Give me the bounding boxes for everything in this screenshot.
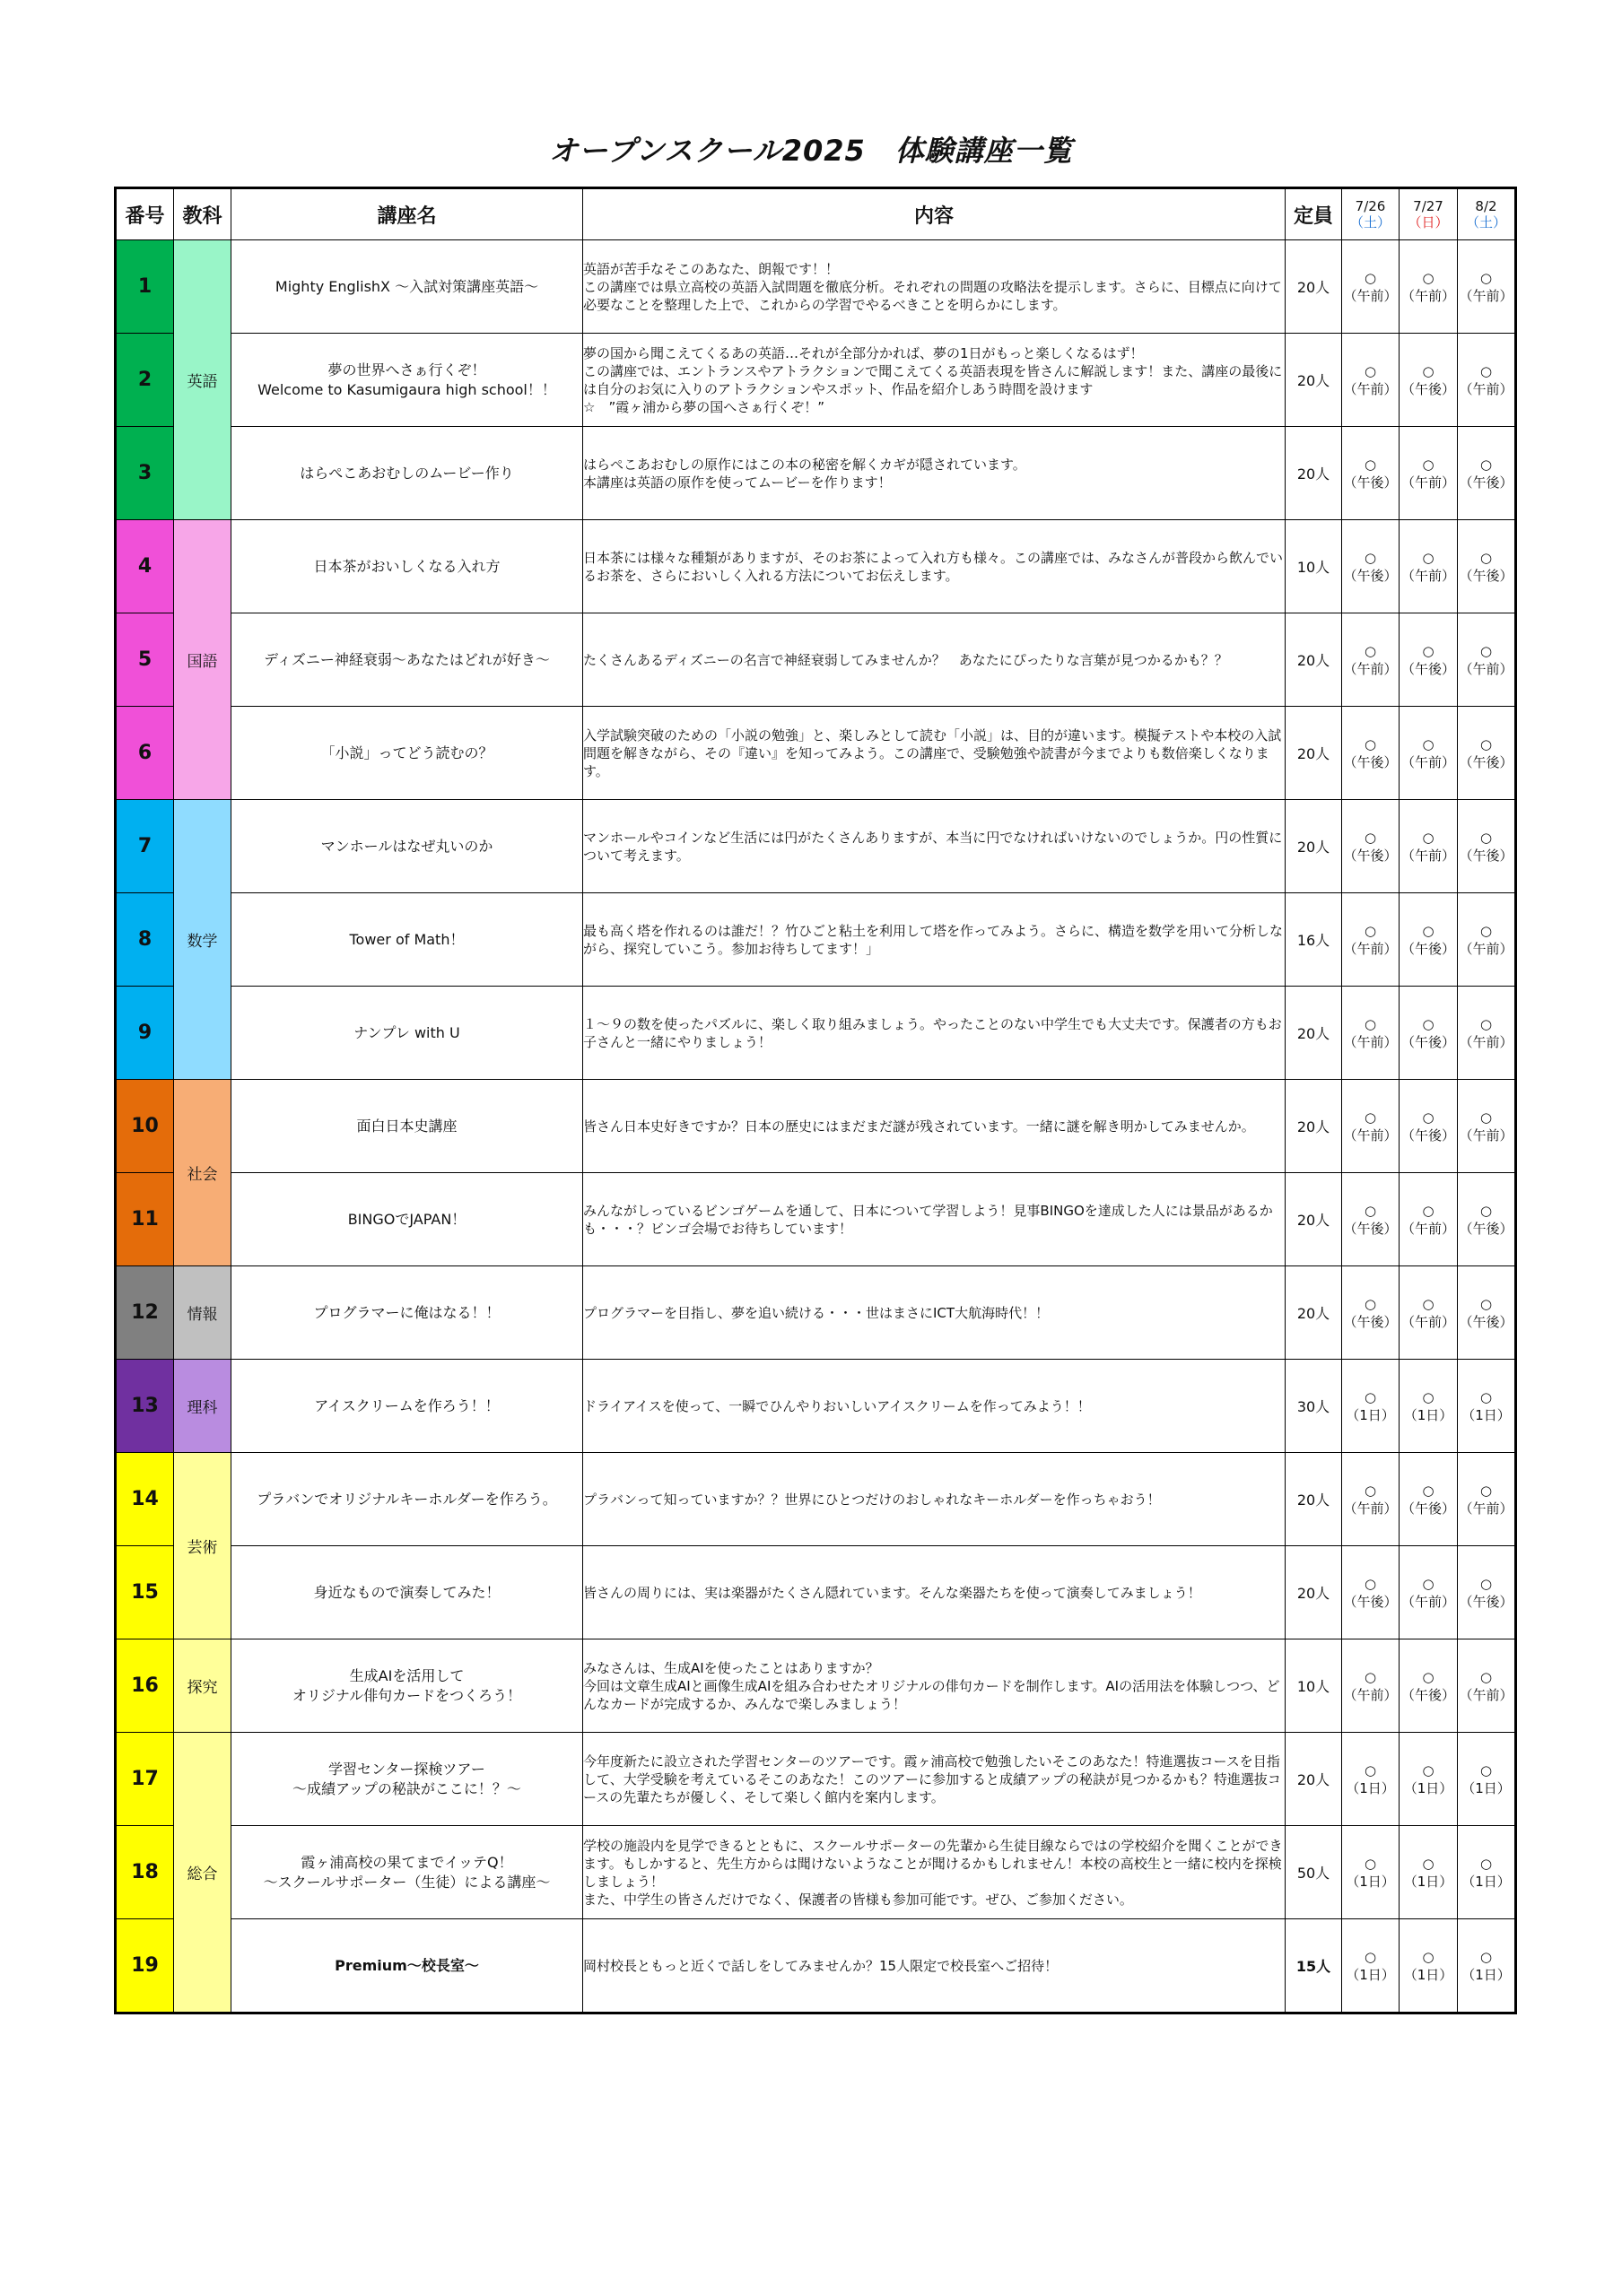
course-name: ディズニー神経衰弱〜あなたはどれが好き〜 bbox=[231, 613, 583, 707]
session-slot bbox=[1342, 1173, 1400, 1266]
session-slot bbox=[1400, 893, 1458, 987]
session-time: （午後） bbox=[1343, 567, 1398, 584]
header-date-2 bbox=[1400, 188, 1458, 240]
session-time: （午後） bbox=[1459, 1593, 1513, 1610]
course-name: 面白日本史講座 bbox=[231, 1080, 583, 1173]
session-time: （午後） bbox=[1343, 1313, 1398, 1330]
session-time: （午後） bbox=[1343, 474, 1398, 491]
course-number: 3 bbox=[116, 427, 174, 520]
course-capacity: 20人 bbox=[1286, 1266, 1342, 1360]
course-capacity: 15人 bbox=[1286, 1919, 1342, 2013]
course-table bbox=[114, 187, 1517, 2014]
available-mark: ○ bbox=[1479, 1295, 1493, 1312]
available-mark: ○ bbox=[1479, 922, 1493, 939]
available-mark: ○ bbox=[1364, 1575, 1377, 1592]
course-row bbox=[116, 1080, 1516, 1173]
session-slot bbox=[1458, 1080, 1516, 1173]
available-mark: ○ bbox=[1364, 1388, 1377, 1405]
course-content: 学校の施設内を見学できるとともに、スクールサポーターの先輩から生徒目線ならではの学校紹介を聞くことができます。もしかすると、先生方からは聞けないようなことが聞けるかもしれません！本校の高校生と一緒に校内を探検しましょう！ また、中学生の皆さんだけでなく、保護者の皆様も参加可能です。ぜひ、ご参加ください。 bbox=[583, 1826, 1286, 1919]
available-mark: ○ bbox=[1422, 1388, 1435, 1405]
header-capacity: 定員 bbox=[1286, 188, 1342, 240]
course-content: はらぺこあおむしの原作にはこの本の秘密を解くカギが隠されています。 本講座は英語の原作を使ってムービーを作ります！ bbox=[583, 427, 1286, 520]
course-row bbox=[116, 1360, 1516, 1453]
available-mark: ○ bbox=[1364, 1761, 1377, 1779]
course-number: 2 bbox=[116, 334, 174, 427]
available-mark: ○ bbox=[1422, 1948, 1435, 1965]
session-slot bbox=[1400, 520, 1458, 613]
course-capacity: 20人 bbox=[1286, 1546, 1342, 1639]
session-slot bbox=[1342, 1639, 1400, 1733]
dow-label: （日） bbox=[1408, 214, 1449, 230]
session-time: （午前） bbox=[1459, 1500, 1513, 1517]
course-row bbox=[116, 427, 1516, 520]
session-slot bbox=[1458, 1919, 1516, 2013]
session-slot bbox=[1342, 1453, 1400, 1546]
available-mark: ○ bbox=[1479, 642, 1493, 659]
course-name: プログラマーに俺はなる！！ bbox=[231, 1266, 583, 1360]
session-time: （午後） bbox=[1459, 847, 1513, 864]
session-time: （午前） bbox=[1459, 1686, 1513, 1703]
date-label: 7/26 bbox=[1355, 198, 1386, 214]
session-time: （1日） bbox=[1403, 1406, 1453, 1423]
available-mark: ○ bbox=[1479, 1015, 1493, 1032]
session-slot bbox=[1458, 1453, 1516, 1546]
course-name: アイスクリームを作ろう！！ bbox=[231, 1360, 583, 1453]
course-row bbox=[116, 1453, 1516, 1546]
session-time: （1日） bbox=[1461, 1873, 1511, 1890]
subject-cell: 総合 bbox=[174, 1733, 231, 2013]
course-content: 入学試験突破のための「小説の勉強」と、楽しみとして読む「小説」は、目的が違います。模擬テストや本校の入試問題を解きながら、その『違い』を知ってみよう。この講座で、受験勉強や読書が今までよりも数倍楽しくなります。 bbox=[583, 707, 1286, 800]
course-row bbox=[116, 1173, 1516, 1266]
available-mark: ○ bbox=[1422, 362, 1435, 379]
session-time: （午後） bbox=[1400, 1126, 1455, 1144]
session-time: （1日） bbox=[1346, 1406, 1395, 1423]
available-mark: ○ bbox=[1364, 1855, 1377, 1872]
session-slot bbox=[1400, 1453, 1458, 1546]
session-slot bbox=[1400, 613, 1458, 707]
course-row bbox=[116, 520, 1516, 613]
available-mark: ○ bbox=[1364, 735, 1377, 752]
session-slot bbox=[1458, 240, 1516, 334]
session-time: （午後） bbox=[1400, 940, 1455, 957]
session-time: （午後） bbox=[1459, 474, 1513, 491]
course-name: 夢の世界へさぁ行くぞ！ Welcome to Kasumigaura high school！！ bbox=[231, 334, 583, 427]
session-time: （1日） bbox=[1346, 1873, 1395, 1890]
session-time: （1日） bbox=[1346, 1966, 1395, 1983]
header-date-1 bbox=[1342, 188, 1400, 240]
course-name: 学習センター探検ツアー 〜成績アップの秘訣がここに！？〜 bbox=[231, 1733, 583, 1826]
course-name: Tower of Math！ bbox=[231, 893, 583, 987]
session-time: （1日） bbox=[1461, 1779, 1511, 1796]
course-name: 身近なもので演奏してみた！ bbox=[231, 1546, 583, 1639]
session-slot bbox=[1458, 520, 1516, 613]
session-slot bbox=[1400, 1733, 1458, 1826]
available-mark: ○ bbox=[1479, 1482, 1493, 1499]
session-time: （午前） bbox=[1459, 1033, 1513, 1050]
session-slot bbox=[1458, 1546, 1516, 1639]
course-number: 8 bbox=[116, 893, 174, 987]
available-mark: ○ bbox=[1479, 1109, 1493, 1126]
session-time: （午前） bbox=[1459, 380, 1513, 397]
available-mark: ○ bbox=[1364, 362, 1377, 379]
session-slot bbox=[1458, 427, 1516, 520]
course-name: Mighty EnglishX 〜入試対策講座英語〜 bbox=[231, 240, 583, 334]
available-mark: ○ bbox=[1364, 1668, 1377, 1685]
course-capacity: 16人 bbox=[1286, 893, 1342, 987]
session-time: （1日） bbox=[1461, 1406, 1511, 1423]
date-label: 7/27 bbox=[1413, 198, 1443, 214]
session-slot bbox=[1400, 707, 1458, 800]
session-slot bbox=[1342, 1266, 1400, 1360]
session-time: （午後） bbox=[1343, 1593, 1398, 1610]
course-number: 19 bbox=[116, 1919, 174, 2013]
session-slot bbox=[1458, 1266, 1516, 1360]
session-slot bbox=[1342, 1546, 1400, 1639]
available-mark: ○ bbox=[1422, 1668, 1435, 1685]
session-time: （午後） bbox=[1459, 1313, 1513, 1330]
course-capacity: 20人 bbox=[1286, 707, 1342, 800]
course-row bbox=[116, 707, 1516, 800]
session-time: （1日） bbox=[1403, 1779, 1453, 1796]
subject-cell: 数学 bbox=[174, 800, 231, 1080]
session-time: （午後） bbox=[1400, 1686, 1455, 1703]
available-mark: ○ bbox=[1479, 362, 1493, 379]
available-mark: ○ bbox=[1479, 549, 1493, 566]
session-slot bbox=[1342, 1919, 1400, 2013]
subject-cell: 社会 bbox=[174, 1080, 231, 1266]
session-slot bbox=[1342, 240, 1400, 334]
course-number: 11 bbox=[116, 1173, 174, 1266]
course-number: 9 bbox=[116, 987, 174, 1080]
available-mark: ○ bbox=[1479, 735, 1493, 752]
course-number: 15 bbox=[116, 1546, 174, 1639]
session-time: （午前） bbox=[1343, 940, 1398, 957]
available-mark: ○ bbox=[1364, 1482, 1377, 1499]
page-title: オープンスクール2025 体験講座一覧 bbox=[549, 134, 1073, 168]
session-time: （午前） bbox=[1343, 287, 1398, 304]
course-row bbox=[116, 613, 1516, 707]
session-slot bbox=[1458, 987, 1516, 1080]
session-time: （午後） bbox=[1400, 1500, 1455, 1517]
session-slot bbox=[1400, 240, 1458, 334]
course-capacity: 20人 bbox=[1286, 1173, 1342, 1266]
course-number: 6 bbox=[116, 707, 174, 800]
session-slot bbox=[1342, 1360, 1400, 1453]
session-slot bbox=[1342, 613, 1400, 707]
course-row bbox=[116, 1639, 1516, 1733]
course-name: ナンプレ with U bbox=[231, 987, 583, 1080]
session-slot bbox=[1342, 1826, 1400, 1919]
course-row bbox=[116, 1826, 1516, 1919]
session-time: （午前） bbox=[1400, 753, 1455, 770]
session-time: （午後） bbox=[1400, 1033, 1455, 1050]
course-row bbox=[116, 334, 1516, 427]
session-slot bbox=[1342, 1080, 1400, 1173]
session-slot bbox=[1458, 1173, 1516, 1266]
header-row bbox=[116, 188, 1516, 240]
course-capacity: 20人 bbox=[1286, 987, 1342, 1080]
available-mark: ○ bbox=[1422, 642, 1435, 659]
available-mark: ○ bbox=[1422, 1761, 1435, 1779]
subject-cell: 芸術 bbox=[174, 1453, 231, 1639]
course-capacity: 30人 bbox=[1286, 1360, 1342, 1453]
course-capacity: 50人 bbox=[1286, 1826, 1342, 1919]
course-row bbox=[116, 1733, 1516, 1826]
available-mark: ○ bbox=[1422, 1575, 1435, 1592]
course-name: Premium〜校長室〜 bbox=[231, 1919, 583, 2013]
session-slot bbox=[1458, 613, 1516, 707]
available-mark: ○ bbox=[1479, 829, 1493, 846]
session-slot bbox=[1400, 1919, 1458, 2013]
course-name: はらぺこあおむしのムービー作り bbox=[231, 427, 583, 520]
course-row bbox=[116, 1919, 1516, 2013]
session-slot bbox=[1342, 893, 1400, 987]
course-content: 夢の国から聞こえてくるあの英語…それが全部分かれば、夢の1日がもっと楽しくなるはず！ この講座では、エントランスやアトラクションで聞こえてくる英語表現を皆さんに解説します！また、講座の最後には自分のお気に入りのアトラクションやスポット、作品を紹介しあう時間を設けます ☆ ”霞ヶ浦から夢の国へさぁ行くぞ！” bbox=[583, 334, 1286, 427]
course-number: 5 bbox=[116, 613, 174, 707]
course-content: たくさんあるディズニーの名言で神経衰弱してみませんか？ あなたにぴったりな言葉が見つかるかも？？ bbox=[583, 613, 1286, 707]
session-slot bbox=[1400, 1826, 1458, 1919]
available-mark: ○ bbox=[1422, 922, 1435, 939]
course-content: 皆さん日本史好きですか？日本の歴史にはまだまだ謎が残されています。一緒に謎を解き明かしてみませんか。 bbox=[583, 1080, 1286, 1173]
available-mark: ○ bbox=[1479, 1388, 1493, 1405]
session-time: （午後） bbox=[1400, 380, 1455, 397]
session-time: （午前） bbox=[1400, 474, 1455, 491]
course-capacity: 20人 bbox=[1286, 800, 1342, 893]
date-label: 8/2 bbox=[1475, 198, 1497, 214]
available-mark: ○ bbox=[1479, 1948, 1493, 1965]
session-slot bbox=[1458, 1733, 1516, 1826]
course-capacity: 20人 bbox=[1286, 613, 1342, 707]
session-slot bbox=[1400, 1173, 1458, 1266]
session-slot bbox=[1458, 707, 1516, 800]
available-mark: ○ bbox=[1364, 1202, 1377, 1219]
subject-cell: 国語 bbox=[174, 520, 231, 800]
course-row bbox=[116, 1546, 1516, 1639]
course-content: 英語が苦手なそこのあなた、朗報です！！ この講座では県立高校の英語入試問題を徹底分析。それぞれの問題の攻略法を提示します。さらに、目標点に向けて必要なことを整理した上で、これからの学習でやるべきことを明らかにします。 bbox=[583, 240, 1286, 334]
course-capacity: 20人 bbox=[1286, 334, 1342, 427]
course-number: 12 bbox=[116, 1266, 174, 1360]
session-time: （午後） bbox=[1343, 753, 1398, 770]
course-number: 18 bbox=[116, 1826, 174, 1919]
session-slot bbox=[1342, 707, 1400, 800]
session-slot bbox=[1400, 987, 1458, 1080]
course-capacity: 10人 bbox=[1286, 1639, 1342, 1733]
session-time: （午前） bbox=[1343, 380, 1398, 397]
dow-label: （土） bbox=[1465, 214, 1506, 230]
available-mark: ○ bbox=[1364, 456, 1377, 473]
available-mark: ○ bbox=[1479, 456, 1493, 473]
course-row bbox=[116, 1266, 1516, 1360]
course-capacity: 20人 bbox=[1286, 427, 1342, 520]
course-capacity: 20人 bbox=[1286, 1453, 1342, 1546]
session-time: （午前） bbox=[1459, 1126, 1513, 1144]
session-slot bbox=[1458, 334, 1516, 427]
course-name: 生成AIを活用して オリジナル俳句カードをつくろう！ bbox=[231, 1639, 583, 1733]
course-content: 皆さんの周りには、実は楽器がたくさん隠れています。そんな楽器たちを使って演奏してみましょう！ bbox=[583, 1546, 1286, 1639]
course-number: 10 bbox=[116, 1080, 174, 1173]
course-content: ドライアイスを使って、一瞬でひんやりおいしいアイスクリームを作ってみよう！！ bbox=[583, 1360, 1286, 1453]
session-slot bbox=[1342, 334, 1400, 427]
available-mark: ○ bbox=[1364, 922, 1377, 939]
session-time: （午前） bbox=[1400, 287, 1455, 304]
session-slot bbox=[1400, 334, 1458, 427]
session-slot bbox=[1342, 1733, 1400, 1826]
available-mark: ○ bbox=[1479, 1761, 1493, 1779]
course-name: BINGOでJAPAN！ bbox=[231, 1173, 583, 1266]
header-content: 内容 bbox=[583, 188, 1286, 240]
course-name: プラバンでオリジナルキーホルダーを作ろう。 bbox=[231, 1453, 583, 1546]
available-mark: ○ bbox=[1364, 829, 1377, 846]
session-time: （1日） bbox=[1403, 1966, 1453, 1983]
session-time: （午前） bbox=[1400, 1313, 1455, 1330]
available-mark: ○ bbox=[1422, 735, 1435, 752]
available-mark: ○ bbox=[1364, 1948, 1377, 1965]
course-content: プログラマーを目指し、夢を追い続ける・・・世はまさにICT大航海時代！！ bbox=[583, 1266, 1286, 1360]
available-mark: ○ bbox=[1479, 1575, 1493, 1592]
available-mark: ○ bbox=[1364, 1295, 1377, 1312]
course-number: 7 bbox=[116, 800, 174, 893]
available-mark: ○ bbox=[1364, 269, 1377, 286]
course-capacity: 20人 bbox=[1286, 1080, 1342, 1173]
course-content: プラバンって知っていますか？？世界にひとつだけのおしゃれなキーホルダーを作っちゃおう！ bbox=[583, 1453, 1286, 1546]
session-time: （1日） bbox=[1403, 1873, 1453, 1890]
session-time: （午前） bbox=[1459, 940, 1513, 957]
session-time: （午前） bbox=[1400, 567, 1455, 584]
session-time: （午後） bbox=[1400, 660, 1455, 677]
course-content: みんながしっているビンゴゲームを通して、日本について学習しよう！見事BINGOを達成した人には景品があるかも・・・？ビンゴ会場でお待ちしています！ bbox=[583, 1173, 1286, 1266]
course-row bbox=[116, 893, 1516, 987]
session-time: （午前） bbox=[1459, 660, 1513, 677]
session-time: （午前） bbox=[1343, 1126, 1398, 1144]
session-time: （午後） bbox=[1459, 567, 1513, 584]
session-time: （午後） bbox=[1459, 753, 1513, 770]
available-mark: ○ bbox=[1422, 1295, 1435, 1312]
header-subject: 教科 bbox=[174, 188, 231, 240]
course-capacity: 20人 bbox=[1286, 1733, 1342, 1826]
course-row bbox=[116, 240, 1516, 334]
session-time: （午後） bbox=[1343, 1220, 1398, 1237]
available-mark: ○ bbox=[1422, 549, 1435, 566]
course-name: 「小説」ってどう読むの？ bbox=[231, 707, 583, 800]
available-mark: ○ bbox=[1422, 1202, 1435, 1219]
course-content: 日本茶には様々な種類がありますが、そのお茶によって入れ方も様々。この講座では、みなさんが普段から飲んでいるお茶を、さらにおいしく入れる方法についてお伝えします。 bbox=[583, 520, 1286, 613]
session-slot bbox=[1458, 1360, 1516, 1453]
course-row bbox=[116, 800, 1516, 893]
session-slot bbox=[1458, 1826, 1516, 1919]
course-capacity: 10人 bbox=[1286, 520, 1342, 613]
session-time: （午後） bbox=[1459, 1220, 1513, 1237]
session-slot bbox=[1458, 800, 1516, 893]
subject-cell: 情報 bbox=[174, 1266, 231, 1360]
course-content: みなさんは、生成AIを使ったことはありますか？ 今回は文章生成AIと画像生成AIを組み合わせたオリジナルの俳句カードを制作します。AIの活用法を体験しつつ、どんなカードが完成するか、みんなで楽しみましょう！ bbox=[583, 1639, 1286, 1733]
available-mark: ○ bbox=[1422, 456, 1435, 473]
session-slot bbox=[1342, 520, 1400, 613]
course-number: 14 bbox=[116, 1453, 174, 1546]
session-slot bbox=[1400, 1080, 1458, 1173]
session-slot bbox=[1400, 800, 1458, 893]
session-time: （午後） bbox=[1343, 847, 1398, 864]
course-name: 日本茶がおいしくなる入れ方 bbox=[231, 520, 583, 613]
course-content: 最も高く塔を作れるのは誰だ！？竹ひごと粘土を利用して塔を作ってみよう。さらに、構造を数学を用いて分析しながら、探究していこう。参加お待ちしてます！」 bbox=[583, 893, 1286, 987]
available-mark: ○ bbox=[1479, 1202, 1493, 1219]
course-content: 今年度新たに設立された学習センターのツアーです。霞ヶ浦高校で勉強したいそこのあなた！特進選抜コースを目指して、大学受験を考えているそこのあなた！このツアーに参加すると成績アップの秘訣が見つかるかも？特進選抜コースの先輩たちが優しく、そして楽しく館内を案内します。 bbox=[583, 1733, 1286, 1826]
header-num: 番号 bbox=[116, 188, 174, 240]
session-time: （午前） bbox=[1400, 847, 1455, 864]
available-mark: ○ bbox=[1364, 1109, 1377, 1126]
header-course: 講座名 bbox=[231, 188, 583, 240]
available-mark: ○ bbox=[1422, 1855, 1435, 1872]
session-time: （午前） bbox=[1343, 1033, 1398, 1050]
course-capacity: 20人 bbox=[1286, 240, 1342, 334]
session-slot bbox=[1458, 1639, 1516, 1733]
available-mark: ○ bbox=[1479, 1855, 1493, 1872]
course-number: 16 bbox=[116, 1639, 174, 1733]
session-time: （午前） bbox=[1400, 1593, 1455, 1610]
course-number: 4 bbox=[116, 520, 174, 613]
session-slot bbox=[1400, 427, 1458, 520]
available-mark: ○ bbox=[1422, 1109, 1435, 1126]
subject-cell: 探究 bbox=[174, 1639, 231, 1733]
course-content: １〜９の数を使ったパズルに、楽しく取り組みましょう。やったことのない中学生でも大丈夫です。保護者の方もお子さんと一緒にやりましょう！ bbox=[583, 987, 1286, 1080]
available-mark: ○ bbox=[1364, 642, 1377, 659]
session-slot bbox=[1458, 893, 1516, 987]
subject-cell: 英語 bbox=[174, 240, 231, 520]
available-mark: ○ bbox=[1422, 1482, 1435, 1499]
subject-cell: 理科 bbox=[174, 1360, 231, 1453]
available-mark: ○ bbox=[1479, 269, 1493, 286]
session-time: （午前） bbox=[1400, 1220, 1455, 1237]
session-slot bbox=[1342, 987, 1400, 1080]
session-slot bbox=[1400, 1639, 1458, 1733]
course-content: 岡村校長ともっと近くで話しをしてみませんか？15人限定で校長室へご招待！ bbox=[583, 1919, 1286, 2013]
course-row bbox=[116, 987, 1516, 1080]
dow-label: （土） bbox=[1349, 214, 1391, 230]
available-mark: ○ bbox=[1422, 1015, 1435, 1032]
session-time: （午前） bbox=[1343, 660, 1398, 677]
course-number: 17 bbox=[116, 1733, 174, 1826]
available-mark: ○ bbox=[1479, 1668, 1493, 1685]
session-slot bbox=[1400, 1360, 1458, 1453]
course-content: マンホールやコインなど生活には円がたくさんありますが、本当に円でなければいけないのでしょうか。円の性質について考えます。 bbox=[583, 800, 1286, 893]
session-slot bbox=[1342, 800, 1400, 893]
session-time: （1日） bbox=[1461, 1966, 1511, 1983]
session-slot bbox=[1400, 1546, 1458, 1639]
session-time: （午前） bbox=[1343, 1686, 1398, 1703]
session-slot bbox=[1400, 1266, 1458, 1360]
available-mark: ○ bbox=[1422, 829, 1435, 846]
session-time: （午前） bbox=[1343, 1500, 1398, 1517]
session-time: （1日） bbox=[1346, 1779, 1395, 1796]
session-time: （午前） bbox=[1459, 287, 1513, 304]
available-mark: ○ bbox=[1364, 549, 1377, 566]
header-date-3 bbox=[1458, 188, 1516, 240]
course-number: 13 bbox=[116, 1360, 174, 1453]
course-name: マンホールはなぜ丸いのか bbox=[231, 800, 583, 893]
course-name: 霞ヶ浦高校の果てまでイッテQ！ 〜スクールサポーター（生徒）による講座〜 bbox=[231, 1826, 583, 1919]
session-slot bbox=[1342, 427, 1400, 520]
available-mark: ○ bbox=[1422, 269, 1435, 286]
available-mark: ○ bbox=[1364, 1015, 1377, 1032]
course-number: 1 bbox=[116, 240, 174, 334]
